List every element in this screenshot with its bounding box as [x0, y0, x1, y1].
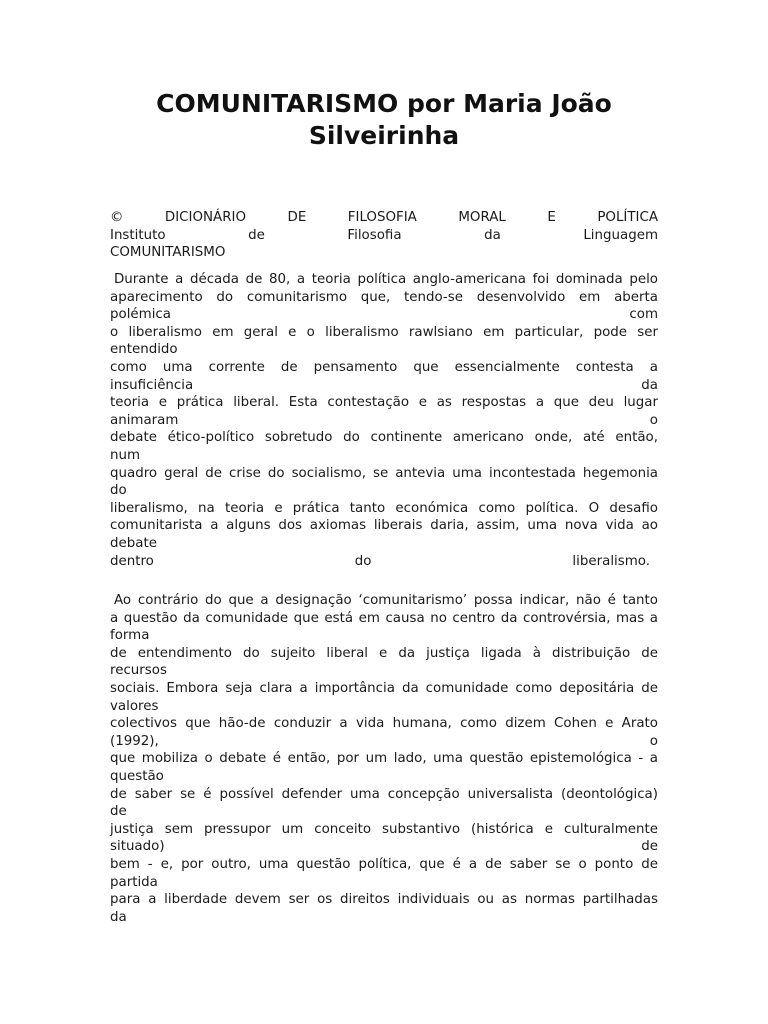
header-line: © DICIONÁRIO DE FILOSOFIA MORAL E POLÍTICA [110, 210, 658, 225]
text-line: animaram o [110, 412, 658, 428]
title-line-2: Silveirinha [308, 121, 460, 150]
text-line: valores [110, 698, 159, 714]
text-line: insuficiência da [110, 377, 658, 393]
text-line: recursos [110, 663, 167, 679]
title-line-1: COMUNITARISMO por Maria João [156, 89, 612, 118]
text-line: quadro geral de crise do socialismo, se antevia uma incontestada hegemonia [110, 465, 658, 481]
text-line: de saber se é possível defender uma concepção universalista (deontológica) [110, 786, 658, 802]
text-line: de entendimento do sujeito liberal e da justiça ligada à distribuição de [110, 645, 658, 661]
paragraph-1 [110, 271, 658, 570]
header-line: Instituto de Filosofia da Linguagem [110, 227, 658, 243]
text-line: do [110, 483, 127, 499]
text-line: colectivos que hão-de conduzir a vida humana, como dizem Cohen e Arato [110, 716, 658, 732]
text-line: a questão da comunidade que está em causa no centro da controvérsia, mas a [110, 610, 658, 626]
header-line: COMUNITARISMO [110, 245, 226, 261]
text-line: Ao contrário do que a designação ‘comunitarismo’ possa indicar, não é tanto [114, 593, 658, 608]
text-line: teoria e prática liberal. Esta contestação e as respostas a que deu lugar [110, 395, 658, 411]
text-line: sociais. Embora seja clara a importância da comunidade como depositária de [110, 680, 658, 696]
text-line: partida [110, 874, 158, 890]
text-line: forma [110, 628, 150, 644]
document-title [100, 88, 668, 152]
text-line: da [110, 909, 127, 925]
text-line: polémica com [110, 307, 658, 323]
text-line: Durante a década de 80, a teoria política anglo-americana foi dominada pelo [114, 272, 658, 287]
text-line: (1992), o [110, 733, 658, 749]
text-line: o liberalismo em geral e o liberalismo rawlsiano em particular, pode ser [110, 324, 658, 340]
text-line: para a liberdade devem ser os direitos individuais ou as normas partilhadas [110, 892, 658, 908]
text-line: dentro do liberalismo. [110, 553, 650, 569]
text-line: justiça sem pressupor um conceito substantivo (histórica e culturalmente [110, 821, 658, 837]
text-line: questão [110, 768, 164, 784]
text-line: num [110, 447, 141, 463]
text-line: comunitarista a alguns dos axiomas liberais daria, assim, uma nova vida ao [110, 518, 658, 534]
text-line: situado) de [110, 839, 658, 855]
text-line: que mobiliza o debate é então, por um lado, uma questão epistemológica - a [110, 751, 658, 767]
text-line: aparecimento do comunitarismo que, tendo-se desenvolvido em aberta [110, 289, 658, 305]
paragraph-2 [110, 592, 658, 926]
text-line: entendido [110, 342, 178, 358]
text-line: debate [110, 535, 157, 551]
text-line: de [110, 804, 127, 820]
header-block [110, 209, 658, 262]
text-line: bem - e, por outro, uma questão política, que é a de saber se o ponto de [110, 856, 658, 872]
text-line: debate ético-político sobretudo do continente americano onde, até então, [110, 430, 658, 446]
text-line: como uma corrente de pensamento que essencialmente contesta a [110, 359, 658, 375]
text-line: liberalismo, na teoria e prática tanto económica como política. O desafio [110, 500, 658, 516]
